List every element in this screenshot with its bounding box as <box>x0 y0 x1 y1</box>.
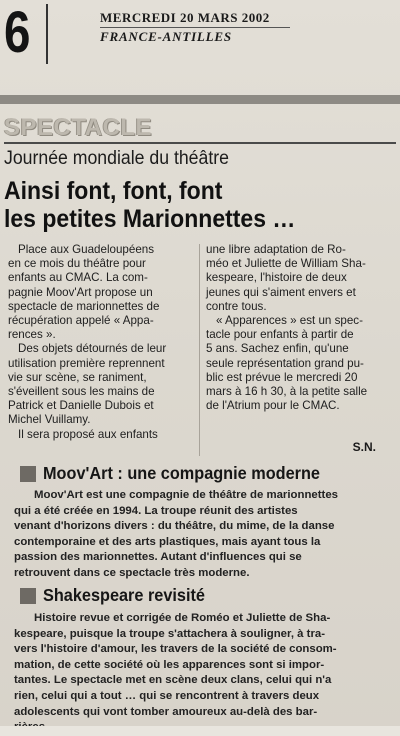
text-line: kespeare, l'histoire de deux <box>206 271 347 285</box>
article-right-column <box>206 243 394 413</box>
section-body-shakespeare <box>8 611 392 736</box>
text-line: blic est prévue le mercredi 20 <box>206 370 358 384</box>
headline-line: les petites Marionnettes … <box>4 205 296 233</box>
article-kicker: Journée mondiale du théâtre <box>4 148 229 169</box>
text-line: de l'Atrium pour le CMAC. <box>206 399 340 413</box>
text-line: Des objets détournés de leur <box>18 342 167 356</box>
square-bullet-icon <box>20 466 36 482</box>
text-line: s'éveillent sous les mains de <box>8 385 155 399</box>
text-line: Il sera proposé aux enfants <box>18 427 158 441</box>
text-line: vers l'histoire d'amour, les travers de la société de consom- <box>14 643 337 656</box>
newspaper-name: FRANCE-ANTILLES <box>100 29 232 44</box>
text-line: jeunes qui s'aiment envers et <box>206 285 356 299</box>
text-line: seule représentation grand pu- <box>206 356 364 370</box>
text-line: spectacle de marionnettes de <box>8 299 160 313</box>
section-title: Moov'Art : une compagnie moderne <box>43 463 320 483</box>
text-line: adolescents qui vont tomber amoureux au-delà des bar- <box>14 705 318 718</box>
text-line: tantes. Le spectacle met en scène deux clans, celui qui n'a <box>14 674 332 687</box>
text-line: vie sur scène, se raniment, <box>8 370 147 384</box>
text-line: récupération appelé « Appa- <box>8 314 154 328</box>
text-line: passion des marionnettes. Autant d'influences qui se <box>14 551 302 564</box>
header-band <box>0 95 400 104</box>
page-number: 6 <box>4 0 31 65</box>
section-heading-shakespeare <box>20 585 217 606</box>
text-line: Michel Vuillamy. <box>8 413 91 427</box>
text-line: qui a été créée en 1994. La troupe réunit des artistes <box>14 504 298 517</box>
author-signature: S.N. <box>352 440 376 454</box>
section-body-moovart <box>8 488 392 582</box>
square-bullet-icon <box>20 588 36 604</box>
text-line: retrouvent dans ce spectacle très moderne. <box>14 566 250 579</box>
text-line: Place aux Guadeloupéens <box>18 243 155 256</box>
text-line: enfants au CMAC. La com- <box>8 271 148 285</box>
rubric-rule <box>4 142 396 144</box>
section-heading-moovart <box>20 463 341 484</box>
text-line: Patrick et Danielle Dubois et <box>8 399 154 413</box>
bottom-edge <box>0 726 400 736</box>
text-line: Histoire revue et corrigée de Roméo et Juliette de Sha- <box>34 612 331 624</box>
column-divider <box>199 244 200 456</box>
header-rule <box>100 27 290 28</box>
text-line: contre tous. <box>206 299 267 313</box>
section-title: Shakespeare revisité <box>43 585 205 605</box>
text-line: rences ». <box>8 328 56 342</box>
text-line: pagnie Moov'Art propose un <box>8 285 153 299</box>
text-line: 5 ans. Sachez enfin, qu'une <box>206 342 349 356</box>
text-line: mation, de cette société où les apparences sont si impor- <box>14 658 325 671</box>
page-number-rule <box>46 4 48 64</box>
text-line: contemporaine et des arts plastiques, mais ayant tous la <box>14 535 321 548</box>
article-left-column <box>8 243 196 442</box>
text-line: méo et Juliette de William Sha- <box>206 257 366 271</box>
text-line: « Apparences » est un spec- <box>216 314 363 328</box>
text-line: rien, celui qui a tout … qui se rencontrent à travers deux <box>14 689 320 702</box>
article-headline <box>4 177 372 233</box>
rubric-label: SPECTACLE <box>4 114 153 141</box>
text-line: une libre adaptation de Ro- <box>206 243 346 256</box>
headline-line: Ainsi font, font, font <box>4 177 223 205</box>
text-line: tacle pour enfants à partir de <box>206 328 354 342</box>
text-line: mars à 16 h 30, à la petite salle <box>206 385 368 399</box>
text-line: Moov'Art est une compagnie de théâtre de marionnettes <box>34 489 338 501</box>
publication-date: MERCREDI 20 MARS 2002 <box>100 10 270 25</box>
text-line: en ce mois du théâtre pour <box>8 257 146 271</box>
text-line: venant d'horizons divers : du théâtre, du mime, de la danse <box>14 520 335 533</box>
text-line: kespeare, puisque la troupe s'attachera à souligner, à tra- <box>14 627 326 640</box>
text-line: utilisation première reprennent <box>8 356 165 370</box>
